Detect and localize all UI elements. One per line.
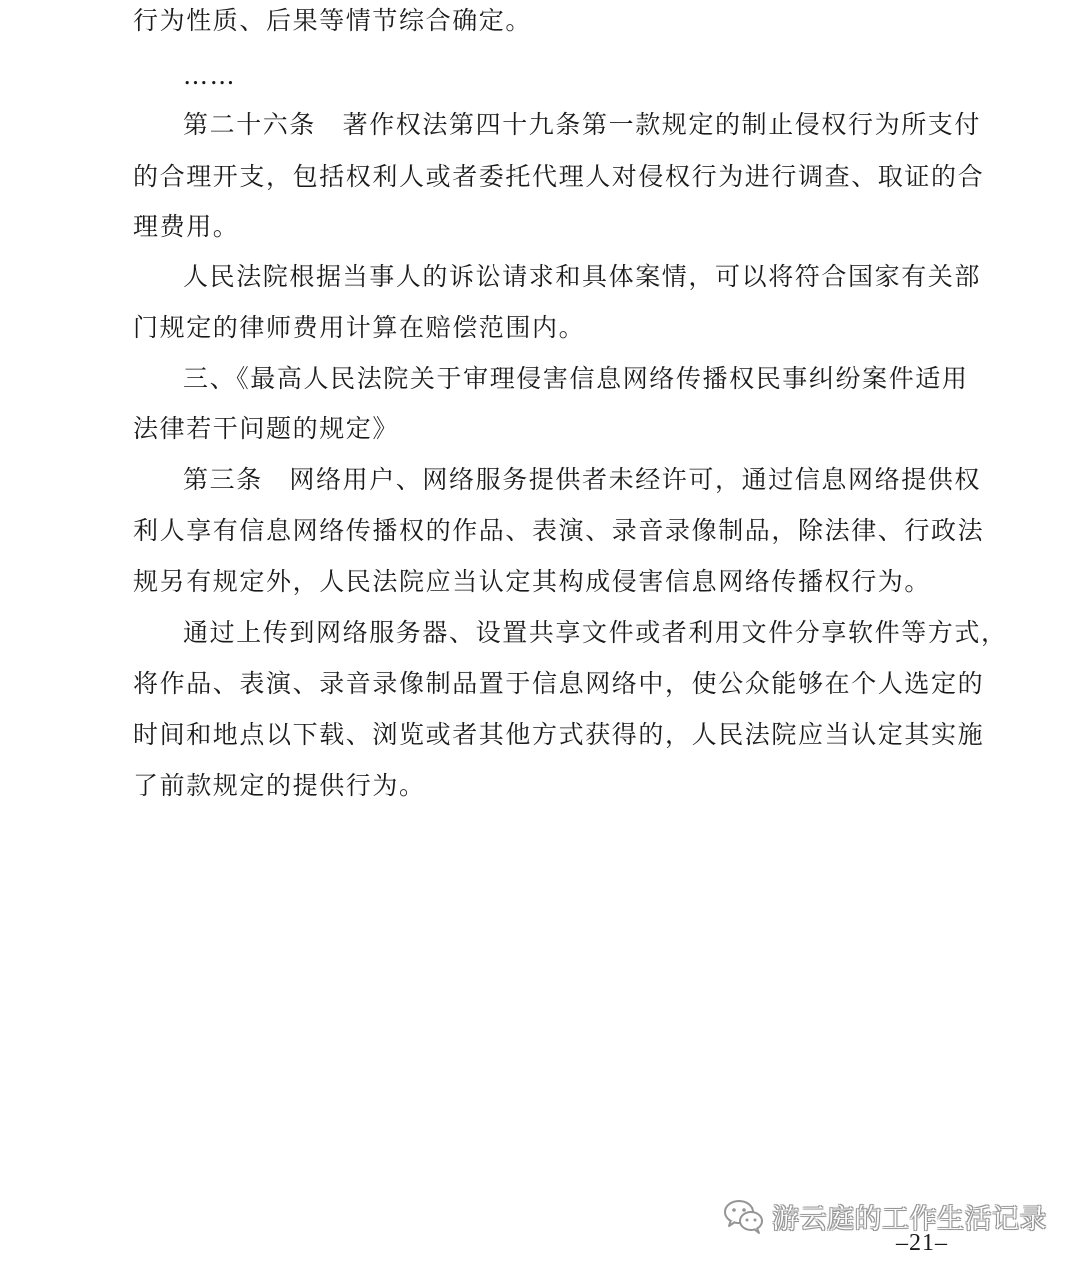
text-line: 时间和地点以下载、浏览或者其他方式获得的，人民法院应当认定其实施 xyxy=(133,720,985,749)
text-line: 法律若干问题的规定》 xyxy=(133,414,400,443)
page-number: –21– xyxy=(896,1230,948,1256)
text-line: 利人享有信息网络传播权的作品、表演、录音录像制品，除法律、行政法 xyxy=(133,516,985,545)
wechat-icon xyxy=(722,1196,766,1236)
section-three-heading: 三、《最高人民法院关于审理侵害信息网络传播权民事纠纷案件适用 xyxy=(183,364,969,393)
text-line: 人民法院根据当事人的诉讼请求和具体案情，可以将符合国家有关部 xyxy=(183,262,982,291)
text-line: 理费用。 xyxy=(133,212,240,241)
ellipsis-line: …… xyxy=(183,61,237,90)
text-line: 门规定的律师费用计算在赔偿范围内。 xyxy=(133,313,586,342)
article-26-heading: 第二十六条 著作权法第四十九条第一款规定的制止侵权行为所支付 xyxy=(183,110,982,139)
text-line: 行为性质、后果等情节综合确定。 xyxy=(133,6,533,35)
text-line: 的合理开支，包括权利人或者委托代理人对侵权行为进行调查、取证的合 xyxy=(133,162,985,191)
text-line: 规另有规定外，人民法院应当认定其构成侵害信息网络传播权行为。 xyxy=(133,567,932,596)
wechat-watermark xyxy=(722,1196,1047,1236)
text-line: 将作品、表演、录音录像制品置于信息网络中，使公众能够在个人选定的 xyxy=(133,669,985,698)
text-line: 了前款规定的提供行为。 xyxy=(133,771,426,800)
watermark-text: 游云庭的工作生活记录 xyxy=(772,1203,1047,1235)
text-line: 通过上传到网络服务器、设置共享文件或者利用文件分享软件等方式， xyxy=(183,618,1008,647)
article-3-heading: 第三条 网络用户、网络服务提供者未经许可，通过信息网络提供权 xyxy=(183,465,982,494)
